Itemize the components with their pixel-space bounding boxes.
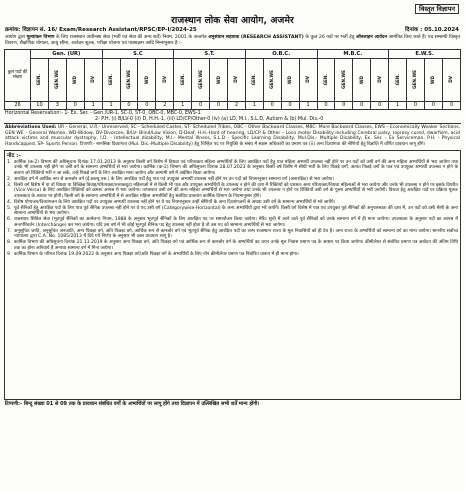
subcol-header: WD bbox=[430, 75, 436, 84]
group-header: O.B.C. bbox=[245, 49, 317, 58]
advertisement-number-line bbox=[4, 26, 461, 35]
total-posts-value: 26 bbox=[5, 101, 31, 109]
group-header: S.C bbox=[102, 49, 174, 58]
horizontal-reservation bbox=[4, 110, 461, 123]
subcol-header: GEN. bbox=[394, 74, 400, 86]
subcol-header: GEN.WE bbox=[197, 70, 203, 90]
abbreviations-label: Abbreviations Used: bbox=[5, 125, 57, 131]
subcol-header: GEN. bbox=[322, 74, 328, 86]
note-item: 1. कार्मिक (क-2) विभाग की अधिसूचना दिनांक 17.01.2013 के अनुसार किसी वर्ग विशेष में विधवा एवं परित्यक्ता महिला अभ्यर्थियों के लिए आरक्षित पदों हेतु पात्र महिला अभ्यर्थी उपलब्ध नहीं होने पर उन पदों को उसी वर्ग की अन्य महिला अभ्यर्थियों से भरा जायेगा तथा उनके भी उपलब्ध नहीं होने पर उसी वर्ग के सामान्य अभ्यर्थियों से भरा जायेगा। कार्मिक (क-2) विभाग की अधिसूचना दिनांक 28.07.2023 के अनुसार किसी वर्ष विशेष में सीधी भर्ती के लिए पिछड़े वर्गों, अत्यंत पिछड़े वर्गों के पात्र एवं उपयुक्त अभ्यर्थी उपलब्ध न होने के कारण जो रिक्तियाँ भरी न जा सकें, उन्हें पिछड़े वर्गों के लिए आरक्षित माना जायेगा और आगामी वर्ष में अग्रेषित किया जायेगा। bbox=[7, 159, 458, 177]
reservation-line-1: Horizontal Reservation:- 1- Ex. Ser. - Gen./UR-1, SC-0, ST-0, OBC-0, MBC-0, EWS-1 bbox=[5, 110, 201, 116]
total-posts-header: कुल पदों की संख्या bbox=[5, 49, 31, 101]
vacancy-cell: 0 bbox=[210, 101, 228, 109]
vacancy-cell: 0 bbox=[353, 101, 371, 109]
subcol-header: DV bbox=[90, 76, 96, 84]
intro-paragraph: आयोग द्वारा मूल्यांकन विभाग के लिए राजस्थान अधीनस्थ सेवा (भर्ती एवं सेवा की अन्य शर्तें) नियम, 2001 के अन्तर्गत अनुसंधान सहायक (RESEARCH ASSISTANT) के कुल 26 पदों पर भर्ती हेतु ऑनलाइन आवेदन आमंत्रित किए जाते हैं। पद सम्बन्धी विस्तृत विवरण, शैक्षणिक योग्यता, आयु सीमा, आवेदन शुल्क, परीक्षा योजना एवं पाठ्यक्रम आदि निम्नानुसार है :- bbox=[5, 35, 461, 46]
subcol-header: GEN.WE bbox=[269, 70, 275, 90]
vacancy-cell: 2 bbox=[227, 101, 245, 109]
vacancy-cell: 0 bbox=[371, 101, 389, 109]
group-header: Gen. (UR) bbox=[31, 49, 103, 58]
vacancy-cell: 1 bbox=[102, 101, 120, 109]
vacancy-cell: 0 bbox=[120, 101, 138, 109]
subcol-header: GEN. bbox=[251, 74, 257, 86]
subcol-header: GEN. bbox=[179, 74, 185, 86]
subcol-header: GEN.WE bbox=[54, 70, 60, 90]
advertisement-date: दिनांक : 05.10.2024 bbox=[405, 27, 459, 33]
vacancy-subheader-row bbox=[5, 58, 461, 101]
vacancy-cell: 0 bbox=[442, 101, 460, 109]
vacancy-cell: 0 bbox=[424, 101, 442, 109]
subcol-header: GEN.WE bbox=[412, 70, 418, 90]
vacancy-table bbox=[4, 49, 461, 110]
subcol-header: WD bbox=[358, 75, 364, 84]
page-title: राजस्थान लोक सेवा आयोग, अजमेर bbox=[171, 15, 294, 26]
vacancy-cell: 0 bbox=[335, 101, 353, 109]
subcol-header: GEN. bbox=[108, 74, 114, 86]
vacancy-cell: 1 bbox=[299, 101, 317, 109]
subcol-header: WD bbox=[287, 75, 293, 84]
notes-box bbox=[4, 150, 461, 400]
vacancy-values-row bbox=[5, 101, 461, 109]
vacancy-cell: 0 bbox=[138, 101, 156, 109]
subcol-header: GEN.WE bbox=[125, 70, 131, 90]
subcol-header: DV bbox=[161, 76, 167, 84]
vacancy-cell: 0 bbox=[66, 101, 84, 109]
advertisement-number: क्रमांक: विज्ञापन सं. 16/ Exam/Research Assistant/RPSC/EP-I/2024-25 bbox=[5, 27, 197, 33]
note-item: 7. अनुसूचित जाति, अनुसूचित जनजाति, अन्य पिछड़ा वर्ग, अति पिछड़ा वर्ग, आर्थिक रूप से कमजोर वर्ग एवं भूतपूर्व सैनिक हेतु आरक्षित पदों का लाभ राजस्थान राज्य के मूल निवासियों को ही देय है। अन्य राज्य के अभ्यर्थियों को सामान्य वर्ग का माना जायेगा। माननीय सर्वोच्च न्यायालय द्वारा C.A. No. 1085/2013 में दिये गये निर्णय के अनुसार भी उक्त प्रावधान लागू है। bbox=[7, 228, 458, 240]
note-item: 9. कार्मिक विभाग के परिपत्र दिनांक 19.09.2022 के अनुसार अन्य पिछड़ा वर्ग/अति पिछड़ा वर्ग के अभ्यर्थियों के लिए नॉन क्रीमीलेयर प्रमाण पत्र निर्धारित प्रारूप में ही मान्य होगा। bbox=[7, 251, 299, 257]
subcol-header: DV bbox=[233, 76, 239, 84]
vacancy-cell: 1 bbox=[245, 101, 263, 109]
footer-note: टिप्पणी:- बिन्दु संख्या 01 से 09 तक के प्रावधान संबंधित वर्गों के अभ्यर्थियों पर लागू होंगे तथा विज्ञापन में उल्लिखित सभी शर्तें मान्य होंगी। bbox=[5, 400, 260, 407]
vacancy-cell: 1 bbox=[84, 101, 102, 109]
reservation-line-2: 2- P.H. (i) B/LV-0 (ii) D, H.H.-1, (iii) LD/CP/Other-0 (iv) (a) LD, M.I., S.L.D, Autism & (b) Mul. Dis.-0 bbox=[95, 117, 324, 123]
subcol-header: GEN. bbox=[36, 74, 42, 86]
vacancy-cell: 3 bbox=[48, 101, 66, 109]
vacancy-cell: 1 bbox=[389, 101, 407, 109]
subcol-header: WD bbox=[72, 75, 78, 84]
vacancy-cell: 0 bbox=[317, 101, 335, 109]
vacancy-cell: 0 bbox=[281, 101, 299, 109]
detailed-advertisement-tag: विस्तृत विज्ञापन bbox=[415, 4, 459, 14]
note-item: 2. आरक्षित वर्ग में आर्थिक रूप से कमजोर वर्ग (ई.डब्ल्यू.एस.) के लिए आरक्षित पदों हेतु पात्र एवं उपयुक्त अभ्यर्थी उपलब्ध नहीं होने पर उन पदों को नियमानुसार सामान्य वर्ग (अनारक्षित) से भरा जायेगा। bbox=[7, 176, 335, 182]
vacancy-cell: 2 bbox=[156, 101, 174, 109]
subcol-header: DV bbox=[305, 76, 311, 84]
subcol-header: GEN.WE bbox=[340, 70, 346, 90]
subcol-header: DV bbox=[376, 76, 382, 84]
note-item: 4. विशेष योग्यजन/दिव्यांगजन के लिए आरक्षित पदों पर उपयुक्त अभ्यर्थी उपलब्ध नहीं होने पर वे पद नियमानुसार उन्हीं श्रेणियों के अन्य दिव्यांगजनों से अथवा उसी वर्ग के सामान्य अभ्यर्थियों से भरे जायेंगे। bbox=[7, 199, 336, 205]
vacancy-cell: 10 bbox=[31, 101, 49, 109]
top-bar bbox=[4, 3, 461, 15]
vacancy-group-header-row bbox=[5, 49, 461, 58]
department-name: मूल्यांकन विभाग bbox=[26, 35, 55, 40]
group-header: E.W.S. bbox=[389, 49, 461, 58]
group-header: M.B.C. bbox=[317, 49, 389, 58]
online-application: ऑनलाइन आवेदन bbox=[356, 35, 387, 40]
note-item: 5. पूर्व सैनिकों हेतु आरक्षित पदों के लिए पात्र पूर्व सैनिक उपलब्ध नहीं होने पर वे पद उसी वर्ग (Categorywise-Horizontal) के अन्य अभ्यर्थियों द्वारा भरे जायेंगे। किसी वर्ग विशेष में पात्र एवं उपयुक्त पूर्व सैनिकों की अनुपलब्धता की दशा में, उन पदों को उसी श्रेणी के अन्य सामान्य अभ्यर्थियों से भरा जायेगा। bbox=[7, 205, 458, 217]
vacancy-cell: 1 bbox=[174, 101, 192, 109]
note-item: 6. राजस्थान सिविल सेवा (भूतपूर्व सैनिकों का आमेलन) नियम, 1988 के अनुसार भूतपूर्व सैनिकों के लिए आरक्षित पद पर समायोजन किया जायेगा। मेरिट सूची में आने वाले पूर्व सैनिकों को उनके सामान्य वर्ग में ही माना जायेगा। उपलब्धता के अनुसार पदों का आपस में अन्तर्परिवर्तन (Interchange) कर भरा जायेगा। यदि उस वर्ष में भी कोई भूतपूर्व सैनिक पद हेतु उपलब्ध नहीं होता है तो उस पद को सामान्य अभ्यर्थियों से भरा जायेगा। bbox=[7, 217, 458, 228]
note-item: 3. किसी वर्ग विशेष में या तो विधवा या विच्छिन्न विवाह/परित्यक्ता/तलाकशुदा महिलाओं में से किसी भी पात्र और उपयुक्त अभ्यर्थियों के उपलब्ध न होने की दशा में रिक्तियों को प्रथमतः अन्य परित्यक्ता/विधवा महिलाओं से भरा जायेगा और उनके भी उपलब्ध न होने पर इसके विपरीत (Vice Versa) के लिए आरक्षित रिक्तियों को क्रमशः आपस में भरा जायेगा। तत्पश्चात उसी वर्ग की अन्य महिला अभ्यर्थियों से भरा जायेगा तथा उनके भी उपलब्ध न होने पर रिक्तियाँ उसी वर्ग के पुरुष अभ्यर्थियों से भरी जायेंगी। विधवा हेतु आरक्षित पदों पर प्रक्रिया मूलतः उपलब्धता के आधार पर होगी। किसी वर्ग के सामान्य अभ्यर्थियों में से आरक्षित महिला अभ्यर्थियों हेतु संबंधित प्रावधान कार्मिक विभाग के नियमानुसार होंगे। bbox=[7, 182, 458, 200]
subcol-header: DV bbox=[448, 76, 454, 84]
vacancy-cell: 0 bbox=[192, 101, 210, 109]
note-item: 8. कार्मिक विभाग की अधिसूचना दिनांक 21.11.2019 के अनुसार अन्य पिछड़ा वर्ग, अति पिछड़ा वर्ग एवं आर्थिक रूप से कमजोर वर्ग के अभ्यर्थियों का चयन उनके मूल निवास प्रमाण पत्र के आधार पर किया जायेगा। क्रीमीलेयर से संबंधित प्रमाण पत्र आवेदन की अंतिम तिथि तक का होना अनिवार्य है अन्यथा सामान्य वर्ग में गिना जायेगा। bbox=[7, 240, 458, 251]
subcol-header: WD bbox=[143, 75, 149, 84]
post-name: अनुसंधान सहायक (RESEARCH ASSISTANT) bbox=[208, 35, 304, 40]
subcol-header: WD bbox=[215, 75, 221, 84]
abbreviations-block bbox=[4, 123, 461, 147]
notes-list bbox=[7, 160, 458, 258]
group-header: S.T. bbox=[174, 49, 246, 58]
notes-heading: नोट :- bbox=[7, 152, 21, 159]
vacancy-cell: 0 bbox=[263, 101, 281, 109]
vacancy-cell: 0 bbox=[407, 101, 425, 109]
abbreviations-text: UR - General, U.R.- Unreserved, SC - Scheduled Castes, ST- Scheduled Tribes, OBC - Other Backward Classes, MBC- More Backward Classes, EWS – Economically Weaker Sections, GEN WE – General Women, WD-Widow, DV-Divorcee, B/LV- Blind/Low Vision, D-Deaf, H.H.-Hard of hearing, LD/CP & Other – Loco motor Disability including Cerebral palsy, leprosy cured, dwarfism, acid attack victims and muscular dystrophy, I.D. - Intellectual disability, M.I.- Mental Illness, S.L.D - Specific Learning Disability, Mul.Dis.- Multiple Disability, Ex. Ser. - Ex Serviceman, P.H. - Physical Handicapped, SP- Sports Person. टिप्पणी:- मानसिक दिव्यांगता (Mul. Dis.-Multiple Disability) हेतु चिन्हित पद पर नियुक्ति के संबंध में सक्षम अधिकारी का प्रमाण पत्र (ii) अन्य दिव्यांगता की श्रेणियों हेतु विज्ञप्ति में वर्णित प्रावधान लागू होंगे। bbox=[5, 125, 460, 147]
